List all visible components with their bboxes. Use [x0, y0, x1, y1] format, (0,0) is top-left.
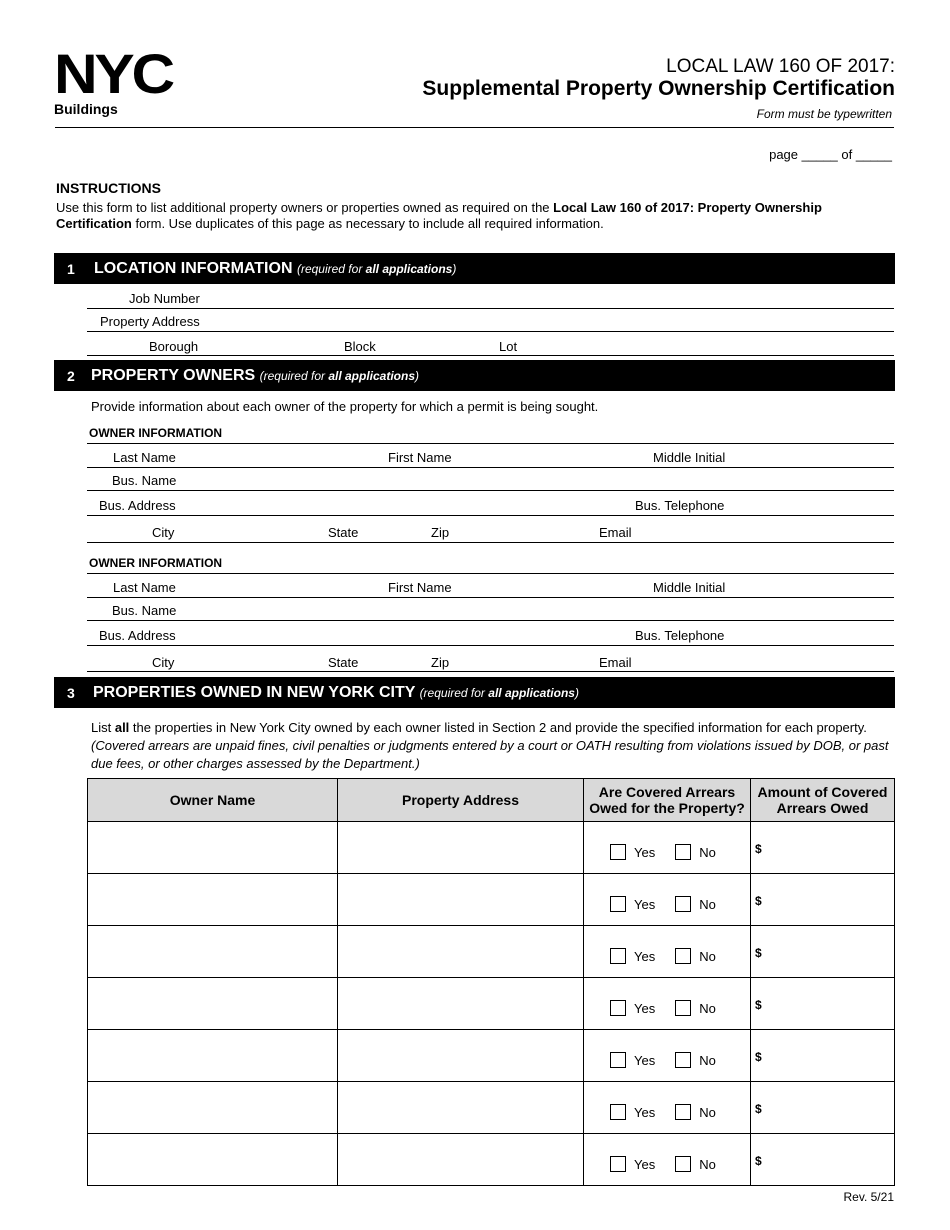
job-number-label: Job Number [129, 291, 200, 306]
arrears-owed-cell [584, 1082, 751, 1134]
job-number-field[interactable] [87, 308, 894, 309]
table-row [88, 1082, 895, 1134]
arrears-owed-cell [584, 1030, 751, 1082]
no-label: No [699, 948, 716, 964]
no-checkbox[interactable] [675, 844, 691, 860]
borough-label: Borough [149, 339, 199, 354]
owner-name-header: Owner Name [88, 779, 338, 822]
city-label: City [152, 655, 175, 670]
property-address-cell[interactable] [338, 1082, 584, 1134]
currency-symbol: $ [755, 1102, 762, 1116]
yes-label: Yes [634, 1104, 656, 1120]
first-name-label: First Name [388, 450, 452, 465]
owner-name-cell[interactable] [88, 822, 338, 874]
arrears-owed-cell [584, 1134, 751, 1186]
owner-name-cell[interactable] [88, 978, 338, 1030]
owner-divider [87, 573, 894, 574]
section-number: 3 [67, 685, 75, 701]
arrears-owed-cell [584, 978, 751, 1030]
zip-label: Zip [431, 655, 450, 670]
yes-checkbox[interactable] [610, 1104, 626, 1120]
currency-symbol: $ [755, 894, 762, 908]
table-row [88, 926, 895, 978]
properties-intro: List all the properties in New York City owned by each owner listed in Section 2 and provide the specified information for each property. (Covered arrears are unpaid fines, civil penalties or judgments entered by a court or OATH resulting from violations issued by DOB, or past due fees, or other charges assessed by the Department.) [91, 720, 889, 771]
currency-symbol: $ [755, 842, 762, 856]
no-checkbox[interactable] [675, 1104, 691, 1120]
yes-checkbox[interactable] [610, 896, 626, 912]
arrears-owed-cell [584, 926, 751, 978]
yes-checkbox[interactable] [610, 1156, 626, 1172]
city-label: City [152, 525, 175, 540]
block-label: Block [344, 339, 376, 354]
section-title: PROPERTY OWNERS (required for all applications) [91, 367, 420, 384]
arrears-amount-cell[interactable] [751, 978, 895, 1030]
properties-table [87, 778, 895, 1186]
section-title: PROPERTIES OWNED IN NEW YORK CITY (required for all applications) [93, 684, 579, 701]
table-row [88, 1030, 895, 1082]
table-header-row [88, 779, 895, 822]
bus-name-label: Bus. Name [112, 603, 177, 618]
no-checkbox[interactable] [675, 1000, 691, 1016]
yes-label: Yes [634, 896, 656, 912]
property-address-label: Property Address [100, 314, 200, 329]
table-row [88, 978, 895, 1030]
bus-telephone-label: Bus. Telephone [635, 628, 725, 643]
bus-name-field[interactable] [87, 620, 894, 621]
last-name-label: Last Name [113, 580, 176, 595]
owner-name-cell[interactable] [88, 1030, 338, 1082]
arrears-amount-cell[interactable] [751, 926, 895, 978]
law-title: LOCAL LAW 160 OF 2017: [666, 56, 895, 77]
bus-name-field[interactable] [87, 490, 894, 491]
currency-symbol: $ [755, 1154, 762, 1168]
no-label: No [699, 844, 716, 860]
arrears-amount-cell[interactable] [751, 1030, 895, 1082]
property-address-cell[interactable] [338, 1134, 584, 1186]
owner-name-cell[interactable] [88, 874, 338, 926]
currency-symbol: $ [755, 1050, 762, 1064]
no-checkbox[interactable] [675, 948, 691, 964]
section-number: 2 [67, 368, 75, 384]
section-title: LOCATION INFORMATION (required for all applications) [94, 260, 457, 277]
first-name-label: First Name [388, 580, 452, 595]
form-title: Supplemental Property Ownership Certification [422, 77, 895, 100]
logo-subtitle: Buildings [54, 101, 118, 117]
property-owners-intro: Provide information about each owner of the property for which a permit is being sought. [91, 399, 599, 414]
owner-info-title: OWNER INFORMATION [89, 426, 223, 440]
section-number: 1 [67, 261, 75, 277]
yes-label: Yes [634, 1156, 656, 1172]
email-label: Email [599, 655, 632, 670]
owner-name-cell[interactable] [88, 1134, 338, 1186]
section-3-header [54, 677, 895, 708]
currency-symbol: $ [755, 998, 762, 1012]
table-row [88, 822, 895, 874]
bus-telephone-label: Bus. Telephone [635, 498, 725, 513]
instructions-title: INSTRUCTIONS [56, 180, 161, 196]
owner-divider [87, 443, 894, 444]
arrears-owed-header: Are Covered Arrears Owed for the Property? [584, 779, 751, 822]
no-label: No [699, 1000, 716, 1016]
table-row [88, 1134, 895, 1186]
yes-label: Yes [634, 948, 656, 964]
no-label: No [699, 896, 716, 912]
bus-name-label: Bus. Name [112, 473, 177, 488]
bus-address-label: Bus. Address [99, 498, 176, 513]
property-address-header: Property Address [338, 779, 584, 822]
owner-info-title: OWNER INFORMATION [89, 556, 223, 570]
arrears-amount-cell[interactable] [751, 822, 895, 874]
last-name-label: Last Name [113, 450, 176, 465]
page-of-field[interactable]: page _____ of _____ [769, 147, 892, 162]
middle-initial-label: Middle Initial [653, 580, 726, 595]
no-label: No [699, 1156, 716, 1172]
yes-label: Yes [634, 1052, 656, 1068]
property-address-cell[interactable] [338, 822, 584, 874]
no-label: No [699, 1052, 716, 1068]
property-address-cell[interactable] [338, 978, 584, 1030]
lot-label: Lot [499, 339, 518, 354]
typewritten-note: Form must be typewritten [756, 107, 892, 121]
yes-label: Yes [634, 844, 656, 860]
arrears-owed-cell [584, 822, 751, 874]
arrears-amount-header: Amount of Covered Arrears Owed [751, 779, 895, 822]
yes-label: Yes [634, 1000, 656, 1016]
property-address-cell[interactable] [338, 1030, 584, 1082]
arrears-amount-cell[interactable] [751, 874, 895, 926]
section-2-header [54, 360, 895, 391]
no-checkbox[interactable] [675, 896, 691, 912]
yes-checkbox[interactable] [610, 1052, 626, 1068]
bus-address-field[interactable] [87, 645, 894, 646]
yes-checkbox[interactable] [610, 844, 626, 860]
borough-block-lot-field[interactable] [87, 355, 894, 356]
yes-checkbox[interactable] [610, 948, 626, 964]
arrears-amount-cell[interactable] [751, 1134, 895, 1186]
state-label: State [328, 655, 359, 670]
header-divider [55, 127, 894, 128]
instructions-text: Use this form to list additional property owners or properties owned as required on the Local Law 160 of 2017: Property Ownership Certification form. Use duplicates of this page as necessary to include all required information. [56, 200, 822, 231]
email-label: Email [599, 525, 632, 540]
yes-checkbox[interactable] [610, 1000, 626, 1016]
owner-name-cell[interactable] [88, 926, 338, 978]
bus-address-field[interactable] [87, 515, 894, 516]
table-row [88, 874, 895, 926]
city-state-zip-field[interactable] [87, 671, 894, 672]
middle-initial-label: Middle Initial [653, 450, 726, 465]
logo-mark: NYC [54, 42, 172, 105]
arrears-owed-cell [584, 874, 751, 926]
zip-label: Zip [431, 525, 450, 540]
property-address-cell[interactable] [338, 926, 584, 978]
city-state-zip-field[interactable] [87, 542, 894, 543]
property-address-cell[interactable] [338, 874, 584, 926]
no-label: No [699, 1104, 716, 1120]
no-checkbox[interactable] [675, 1156, 691, 1172]
name-field[interactable] [87, 597, 894, 598]
revision-label: Rev. 5/21 [843, 1190, 894, 1204]
arrears-amount-cell[interactable] [751, 1082, 895, 1134]
property-address-field[interactable] [87, 331, 894, 332]
nyc-buildings-logo [54, 42, 190, 117]
section-1-header [54, 253, 895, 284]
currency-symbol: $ [755, 946, 762, 960]
owner-name-cell[interactable] [88, 1082, 338, 1134]
no-checkbox[interactable] [675, 1052, 691, 1068]
state-label: State [328, 525, 359, 540]
name-field[interactable] [87, 467, 894, 468]
bus-address-label: Bus. Address [99, 628, 176, 643]
